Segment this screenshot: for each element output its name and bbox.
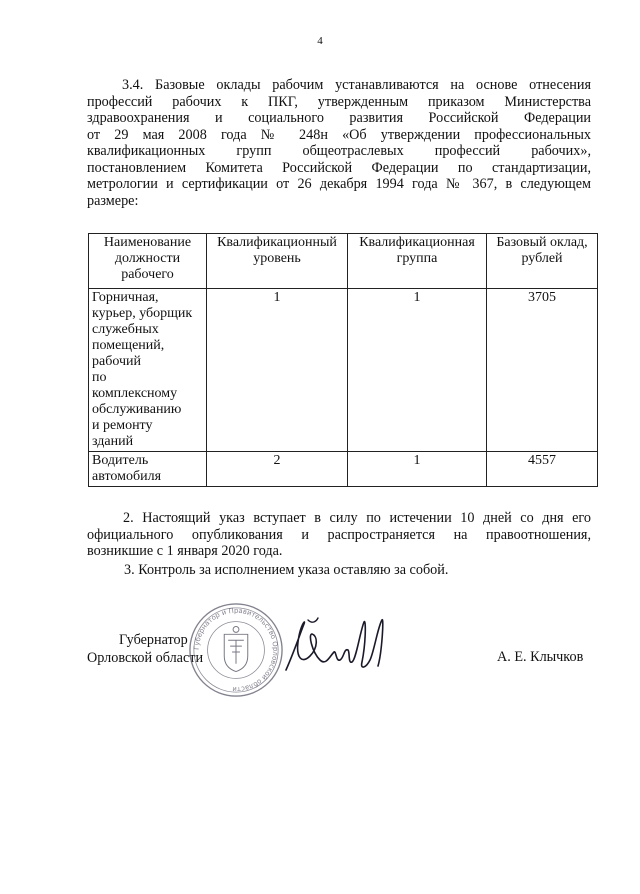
column-header-position: Наименование должности рабочего — [89, 234, 207, 289]
signatory-title — [87, 631, 203, 667]
paragraph-line: возникшие с 1 января 2020 года. — [87, 543, 283, 559]
cell-line: и ремонту — [92, 418, 153, 433]
cell-position — [89, 452, 207, 487]
page-number: 4 — [317, 35, 323, 47]
table-row — [89, 289, 598, 452]
cell-line: обслуживанию — [92, 402, 182, 417]
paragraph-3: 3. Контроль за исполнением указа оставляю за собой. — [124, 562, 449, 578]
column-header-level: Квалификационный уровень — [207, 234, 348, 289]
paragraph-line: размере: — [87, 192, 139, 209]
cell-position — [89, 289, 207, 452]
paragraph-line: от 29 мая 2008 года № 248н «Об утверждении профессиональных — [87, 126, 591, 143]
cell-line: комплексному — [92, 386, 178, 401]
paragraph-line: 3.4. Базовые оклады рабочим устанавливаются на основе отнесения — [122, 77, 591, 93]
paragraph-line: 2. Настоящий указ вступает в силу по истечении 10 дней со дня его — [123, 510, 591, 526]
cell-line: по — [92, 370, 107, 385]
paragraph-3-4 — [87, 77, 591, 209]
cell-level: 2 — [207, 452, 348, 487]
signatory-title-line: Губернатор — [119, 632, 188, 648]
cell-line: помещений, — [92, 338, 165, 353]
table-header-row — [89, 234, 598, 289]
paragraph-line: официального опубликования и распространяется на правоотношения, — [87, 526, 591, 543]
paragraph-line: здравоохранения и социального развития Российской Федерации — [87, 110, 591, 126]
seal-text: Губернатор и Правительство Орловской области — [192, 606, 280, 694]
column-header-salary: Базовый оклад, рублей — [487, 234, 598, 289]
cell-salary: 4557 — [487, 452, 598, 487]
signatory-title-line: Орловской области — [87, 650, 204, 666]
paragraph-line: квалификационных групп общеотраслевых профессий рабочих», — [87, 143, 591, 159]
cell-line: служебных — [92, 322, 159, 337]
cell-line: рабочий — [92, 354, 141, 369]
cell-line: курьер, уборщик — [92, 306, 193, 321]
paragraph-line: профессий рабочих к ПКГ, утвержденным приказом Министерства — [87, 93, 591, 110]
paragraph-line: постановлением Комитета Российской Федерации по стандартизации, — [87, 159, 591, 176]
table-row — [89, 452, 598, 487]
cell-group: 1 — [348, 452, 487, 487]
cell-line: Горничная, — [92, 290, 159, 305]
cell-line: автомобиля — [92, 469, 162, 484]
paragraph-line: метрологии и сертификации от 26 декабря 1994 года № 367, в следующем — [87, 176, 591, 192]
handwritten-signature — [282, 612, 392, 680]
cell-line: Водитель — [92, 453, 149, 468]
cell-salary: 3705 — [487, 289, 598, 452]
salary-table — [88, 233, 598, 487]
coat-of-arms-icon — [224, 626, 248, 671]
paragraph-2 — [87, 510, 591, 560]
cell-level: 1 — [207, 289, 348, 452]
signatory-name: А. Е. Клычков — [497, 649, 584, 665]
cell-group: 1 — [348, 289, 487, 452]
column-header-group: Квалификационная группа — [348, 234, 487, 289]
official-seal-icon — [187, 601, 285, 699]
cell-line: зданий — [92, 434, 134, 449]
